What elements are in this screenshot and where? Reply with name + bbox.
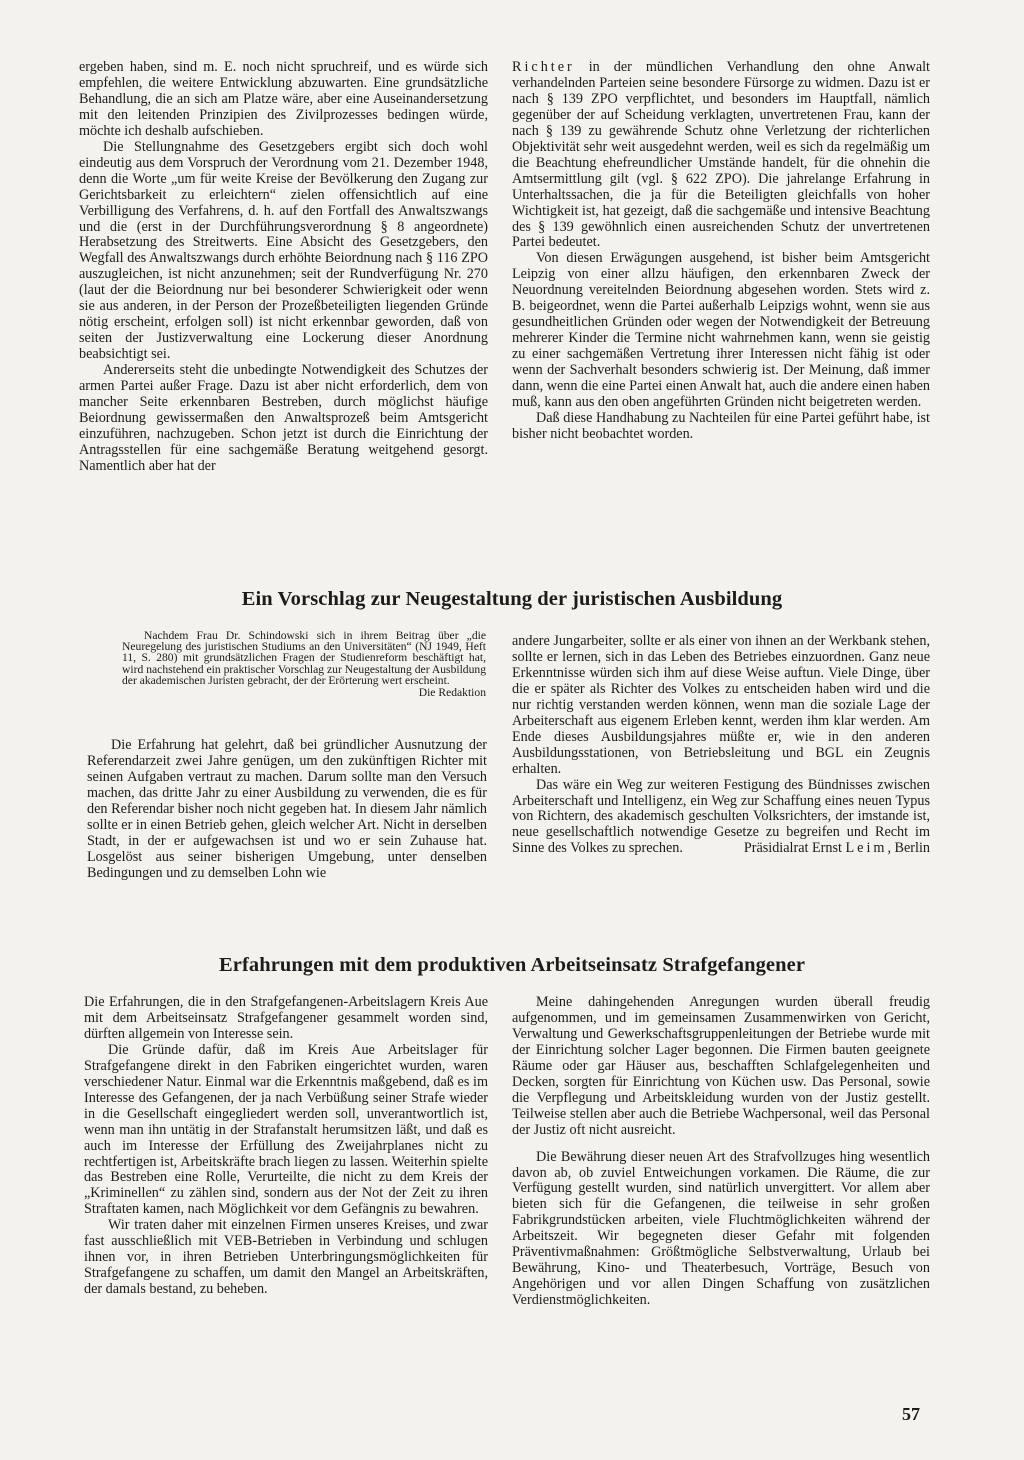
- author-place: , Berlin: [887, 840, 930, 857]
- paragraph: Die Erfahrung hat gelehrt, daß bei gründlicher Ausnutzung der Referendarzeit zwei Jahre genügen, um den zukünftigen Richter mit seinen Aufgaben vertraut zu machen. Darum sollte man den Versuch machen, das dritte Jahr zu einer Ausbildung zu verwenden, die es für den Referendar bisher noch nicht gegeben hat. In diesem Jahr nämlich sollte er in einen Betrieb gehen, gleich welcher Art. Nicht in derselben Stadt, in der er aufgewachsen ist und wo er sein Zuhause hat. Losgelöst aus seiner bisherigen Umgebung, unter denselben Bedingungen und zu demselben Lohn wie: [87, 737, 487, 881]
- paragraph: Wir traten daher mit einzelnen Firmen unseres Kreises, und zwar fast ausschließlich mit VEB-Betrieben in Verbindung und schlugen ihnen vor, in ihren Betrieben Unterbringungsmöglichkeiten für Strafgefangene zu schaffen, um damit den Mangel an Arbeitskräften, der damals bestand, zu beheben.: [84, 1217, 488, 1298]
- paragraph: Daß diese Handhabung zu Nachteilen für eine Partei geführt habe, ist bisher nicht beobachtet worden.: [512, 409, 930, 442]
- paragraph: Von diesen Erwägungen ausgehend, ist bisher beim Amtsgericht Leipzig von einer allzu häufigen, den erkennbaren Zweck der Neuordnung vereitelnden Beiordnung abgesehen worden. Stets wird z. B. beigeordnet, wenn die Partei außerhalb Leipzigs wohnt, wenn sie aus gesundheitlichen Gründen oder wegen der Notwendigkeit der Betreuung mehrerer Kinder die Termine nicht wahrnehmen kann, wenn sie geistig zu einer sachgemäßen Vertretung ihrer Interessen nicht fähig ist oder wenn der Sachverhalt besonders schwierig ist. Der Meinung, daß immer dann, wenn die eine Partei einen Anwalt hat, auch die andere einen haben muß, kann aus den oben angeführten Gründen nicht beigetreten werden.: [512, 250, 930, 411]
- author-line: [720, 841, 930, 857]
- editor-note: [122, 630, 486, 698]
- spaced-word: Richter: [512, 59, 575, 75]
- top-right-column: [512, 60, 930, 443]
- paragraph: Die Gründe dafür, daß im Kreis Aue Arbeitslager für Strafgefangene direkt in den Fabriken eingerichtet wurden, waren verschiedener Natur. Einmal war die Erkenntnis maßgebend, daß es im Interesse des Gefangenen, der ja nach Verbüßung seiner Strafe wieder in die Gesellschaft eingegliedert werden soll, unverantwortlich ist, wenn man ihn untätig in der Strafanstalt herumsitzen läßt, und daß es auch im Interesse der Erfüllung des Zweijahrplanes nicht zu rechtfertigen ist, Arbeitskräfte brach liegen zu lassen. Weiterhin spielte das Bestreben eine Rolle, Verurteilte, die nicht zu dem Kreis der „Kriminellen“ zu zählen sind, sondern aus der Not der Zeit zu ihren Straftaten kamen, nach Möglichkeit vor dem Gefängnis zu bewahren.: [84, 1041, 488, 1218]
- paragraph-text: in der mündlichen Verhandlung den ohne Anwalt verhandelnden Parteien seine besondere Fürsorge zu widmen. Dazu ist er nach § 139 ZPO verpflichtet, und besonders im Hauptfall, nämlich gegenüber der auf Scheidung verklagten, unvertretenen Frau, kann der nach § 139 zu gewährende Schutz ohne Verletzung der richterlichen Objektivität sehr weit ausgedehnt werden, weil es sich da regelmäßig um die Beachtung ehefreundlicher Umstände handelt, für die ohnehin die Amtsermittlung gilt (vgl. § 622 ZPO). Die jahrelange Erfahrung in Unterhaltssachen, die ja für die Beteiligten gleichfalls von hoher Wichtigkeit ist, hat gezeigt, daß die sachgemäße und intensive Beachtung des § 139 gewöhnlich einen ausreichenden Schutz der unvertretenen Partei bedeutet.: [512, 59, 930, 251]
- editor-note-text: Nachdem Frau Dr. Schindowski sich in ihrem Beitrag über „die Neuregelung des juristischen Studiums an den Universitäten“ (NJ 1949, Heft 11, S. 280) mit grundsätzlichen Fragen der Studienreform beschäftigt hat, wird nachstehend ein praktischer Vorschlag zur Neugestaltung der Ausbildung der akademischen Juristen gebracht, der der Erörterung wert erscheint.: [122, 629, 486, 687]
- top-left-column: [79, 60, 488, 475]
- paragraph: Die Erfahrungen, die in den Strafgefangenen-Arbeitslagern Kreis Aue mit dem Arbeitseinsatz Strafgefangener gesammelt worden sind, dürften allgemein von Interesse sein.: [84, 994, 488, 1042]
- bottom-right-column: [512, 995, 930, 1309]
- bottom-left-column: [84, 995, 488, 1298]
- page-number: 57: [902, 1404, 920, 1424]
- article-heading-training: Ein Vorschlag zur Neugestaltung der juristischen Ausbildung: [241, 588, 783, 610]
- paragraph: ergeben haben, sind m. E. noch nicht spruchreif, und es würde sich empfehlen, die weitere Entwicklung abzuwarten. Eine grundsätzliche Behandlung, die an sich am Platze wäre, aber eine Auseinandersetzung mit den leitenden Prinzipien des Zivilprozesses bedingen würde, möchte ich deshalb aufschieben.: [79, 59, 488, 139]
- article-heading-prisoners: Erfahrungen mit dem produktiven Arbeitseinsatz Strafgefangener: [218, 954, 806, 976]
- author-prefix: Präsidialrat Ernst: [743, 840, 846, 857]
- paragraph: Die Bewährung dieser neuen Art des Strafvollzuges hing wesentlich davon ab, ob zuviel Entweichungen vorkamen. Die Räume, die zur Verfügung gestellt wurden, sind natürlich unvergittert. Vor allem aber bieten sich für die Gefangenen, die teilweise in sehr großen Fabrikgrundstücken arbeiten, viele Fluchtmöglichkeiten während der Arbeitszeit. Wir begegneten dieser Gefahr mit folgenden Präventivmaßnahmen: Größtmögliche Selbstverwaltung, Urlaub bei Bewährung, Kino- und Theaterbesuch, Vorträge, Besuch von Angehörigen und vor allen Dingen Schaffung von zusätzlichen Verdienstmöglichkeiten.: [512, 1148, 930, 1309]
- paragraph: Die Stellungnahme des Gesetzgebers ergibt sich doch wohl eindeutig aus dem Vorspruch der Verordnung vom 21. Dezember 1948, denn die Worte „um für weite Kreise der Bevölkerung den Zugang zur Gerichtsbarkeit zu erleichtern“ zielen offensichtlich auf eine Verbilligung des Verfahrens, d. h. auf den Fortfall des Anwaltszwangs und die (erst in der Durchführungsverordnung § 8 angeordnete) Herabsetzung des Streitwerts. Eine Absicht des Gesetzgebers, den Wegfall des Anwaltszwangs durch erhöhte Beiordnung nach § 116 ZPO auszugleichen, ist nicht anzunehmen; seit der Rundverfügung Nr. 270 (laut der die Beiordnung nur bei besonderer Schwierigkeit oder wenn sie aus anderen, in der Person der Prozeßbeteiligten liegenden Gründe nötig erscheint, erfolgen soll) ist nicht erkennbar geworden, daß von seiten der Justizverwaltung eine Lockerung dieser Anordnung beabsichtigt sei.: [79, 138, 488, 363]
- editor-signature: Die Redaktion: [418, 686, 486, 700]
- paragraph: [512, 60, 930, 251]
- middle-right-column: [512, 634, 930, 857]
- middle-left-column: [87, 738, 487, 882]
- paragraph-text: Das wäre ein Weg zur weiteren Festigung des Bündnisses zwischen Arbeiterschaft und Intelligenz, ein Weg zur Schaffung eines neuen Typus von Richtern, des akademisch geschulten Volksrichters, der imstande ist, neue gesellschaftlich notwendige Gesetze zu begreifen und Recht im Sinne des Volkes zu sprechen.: [512, 776, 930, 857]
- paragraph: andere Jungarbeiter, sollte er als einer von ihnen an der Werkbank stehen, sollte er lernen, sich in das Leben des Betriebes einzuordnen. Ganz neue Erkenntnisse würden sich ihm auf diese Weise auftun. Viele Dinge, über die er später als Richter des Volkes zu entscheiden haben wird und die nur richtig verstanden werden können, wenn man die soziale Lage der Arbeiterschaft aus eigenem Erleben kennt, werden ihm klar werden. Am Ende dieses Ausbildungsjahres müßte er, wie in den anderen Ausbildungsstationen, von Betriebsleitung und BGL ein Zeugnis erhalten.: [512, 633, 930, 777]
- paragraph: Andererseits steht die unbedingte Notwendigkeit des Schutzes der armen Partei außer Frage. Dazu ist aber nicht erforderlich, dem von mancher Seite erkennbaren Bestreben, durch möglichst häufige Beiordnung gewissermaßen den Anwaltsprozeß beim Amtsgericht einzuführen, nachzugeben. Schon jetzt ist durch die Einrichtung der Antragsstellen für eine sachgemäße Beratung weitgehend gesorgt. Namentlich aber hat der: [79, 362, 488, 474]
- paragraph: Meine dahingehenden Anregungen wurden überall freudig aufgenommen, und im gemeinsamen Zusammenwirken von Gericht, Verwaltung und Gewerkschaftsgruppenleitungen der Betriebe wurde mit der Einrichtung solcher Lager begonnen. Die Firmen bauten geeignete Räume oder gar Häuser aus, beschafften Schlafgelegenheiten und Decken, sorgten für Einrichtung von Küchen usw. Das Personal, sowie die Verpflegung und Arbeitskleidung wurden von der Justiz gestellt. Teilweise stellen aber auch die Betriebe Wachpersonal, weil das Personal der Justiz oft nicht ausreicht.: [512, 994, 930, 1138]
- paragraph: [512, 778, 930, 858]
- author-name: Leim: [845, 840, 888, 857]
